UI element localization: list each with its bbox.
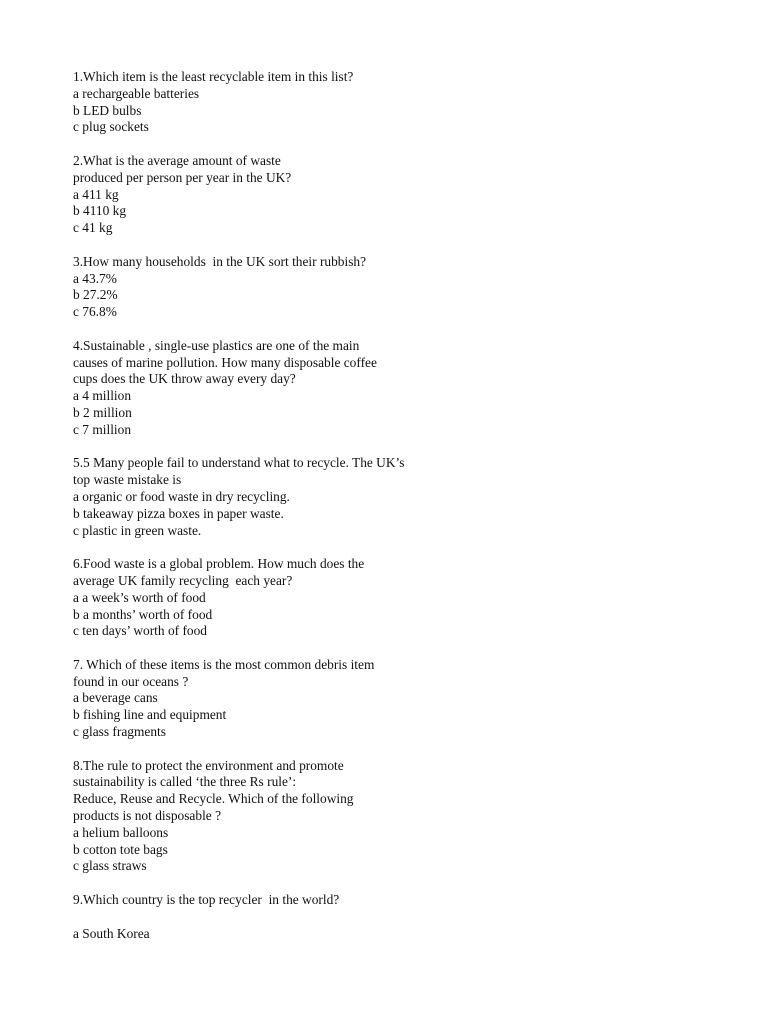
answer-option: c ten days’ worth of food bbox=[73, 623, 207, 639]
question-text: 4.Sustainable , single-use plastics are one of the main bbox=[73, 337, 360, 353]
answer-option: b 27.2% bbox=[73, 287, 118, 303]
question-2 bbox=[73, 153, 733, 237]
question-7 bbox=[73, 657, 733, 741]
question-text: 1.Which item is the least recyclable item in this list? bbox=[73, 69, 354, 84]
question-text: top waste mistake is bbox=[73, 472, 182, 488]
answer-option: c glass straws bbox=[73, 858, 147, 874]
answer-option: a 43.7% bbox=[73, 270, 117, 286]
question-text: cups does the UK throw away every day? bbox=[73, 371, 296, 387]
question-6 bbox=[73, 556, 733, 640]
question-8 bbox=[73, 758, 733, 876]
question-text: average UK family recycling each year? bbox=[73, 572, 293, 588]
answer-option: a 411 kg bbox=[73, 186, 119, 202]
question-text: produced per person per year in the UK? bbox=[73, 169, 292, 185]
quiz-document bbox=[73, 69, 733, 959]
question-text: causes of marine pollution. How many disposable coffee bbox=[73, 354, 377, 370]
answer-option: c 7 million bbox=[73, 421, 132, 437]
answer-option: a 4 million bbox=[73, 388, 132, 404]
question-text: Reduce, Reuse and Recycle. Which of the following bbox=[73, 791, 354, 807]
question-text: 9.Which country is the top recycler in the world? bbox=[73, 892, 340, 908]
answer-option: c glass fragments bbox=[73, 724, 166, 740]
answer-option: b fishing line and equipment bbox=[73, 707, 227, 723]
answer-option: a organic or food waste in dry recycling. bbox=[73, 488, 290, 504]
answer-option: a a week’s worth of food bbox=[73, 589, 206, 605]
question-text: found in our oceans ? bbox=[73, 673, 189, 689]
question-text: sustainability is called ‘the three Rs rule’: bbox=[73, 774, 297, 790]
answer-option: b takeaway pizza boxes in paper waste. bbox=[73, 505, 284, 521]
question-text: products is not disposable ? bbox=[73, 808, 222, 824]
question-text: 5.5 Many people fail to understand what to recycle. The UK’s bbox=[73, 455, 405, 471]
answer-option: c plug sockets bbox=[73, 119, 149, 135]
answer-option: a helium balloons bbox=[73, 824, 169, 840]
answer-option: b a months’ worth of food bbox=[73, 606, 213, 622]
question-text: 6.Food waste is a global problem. How much does the bbox=[73, 556, 365, 572]
answer-option: c plastic in green waste. bbox=[73, 522, 202, 538]
answer-option: a South Korea bbox=[73, 925, 150, 941]
answer-option: b cotton tote bags bbox=[73, 841, 168, 857]
answer-option: a beverage cans bbox=[73, 690, 158, 706]
answer-option: b 2 million bbox=[73, 404, 132, 420]
question-text: 7. Which of these items is the most common debris item bbox=[73, 656, 375, 672]
question-text: 3.How many households in the UK sort their rubbish? bbox=[73, 253, 367, 269]
answer-option: c 41 kg bbox=[73, 220, 113, 236]
question-text: 2.What is the average amount of waste bbox=[73, 152, 281, 168]
question-4 bbox=[73, 338, 733, 439]
question-9 bbox=[73, 892, 733, 942]
question-5 bbox=[73, 455, 733, 539]
answer-option: c 76.8% bbox=[73, 304, 117, 320]
question-text: 8.The rule to protect the environment and promote bbox=[73, 757, 344, 773]
question-3 bbox=[73, 254, 733, 321]
question-1 bbox=[73, 69, 733, 136]
answer-option: b LED bulbs bbox=[73, 102, 142, 118]
blank-line bbox=[73, 909, 733, 926]
answer-option: b 4110 kg bbox=[73, 203, 127, 219]
answer-option: a rechargeable batteries bbox=[73, 85, 200, 101]
